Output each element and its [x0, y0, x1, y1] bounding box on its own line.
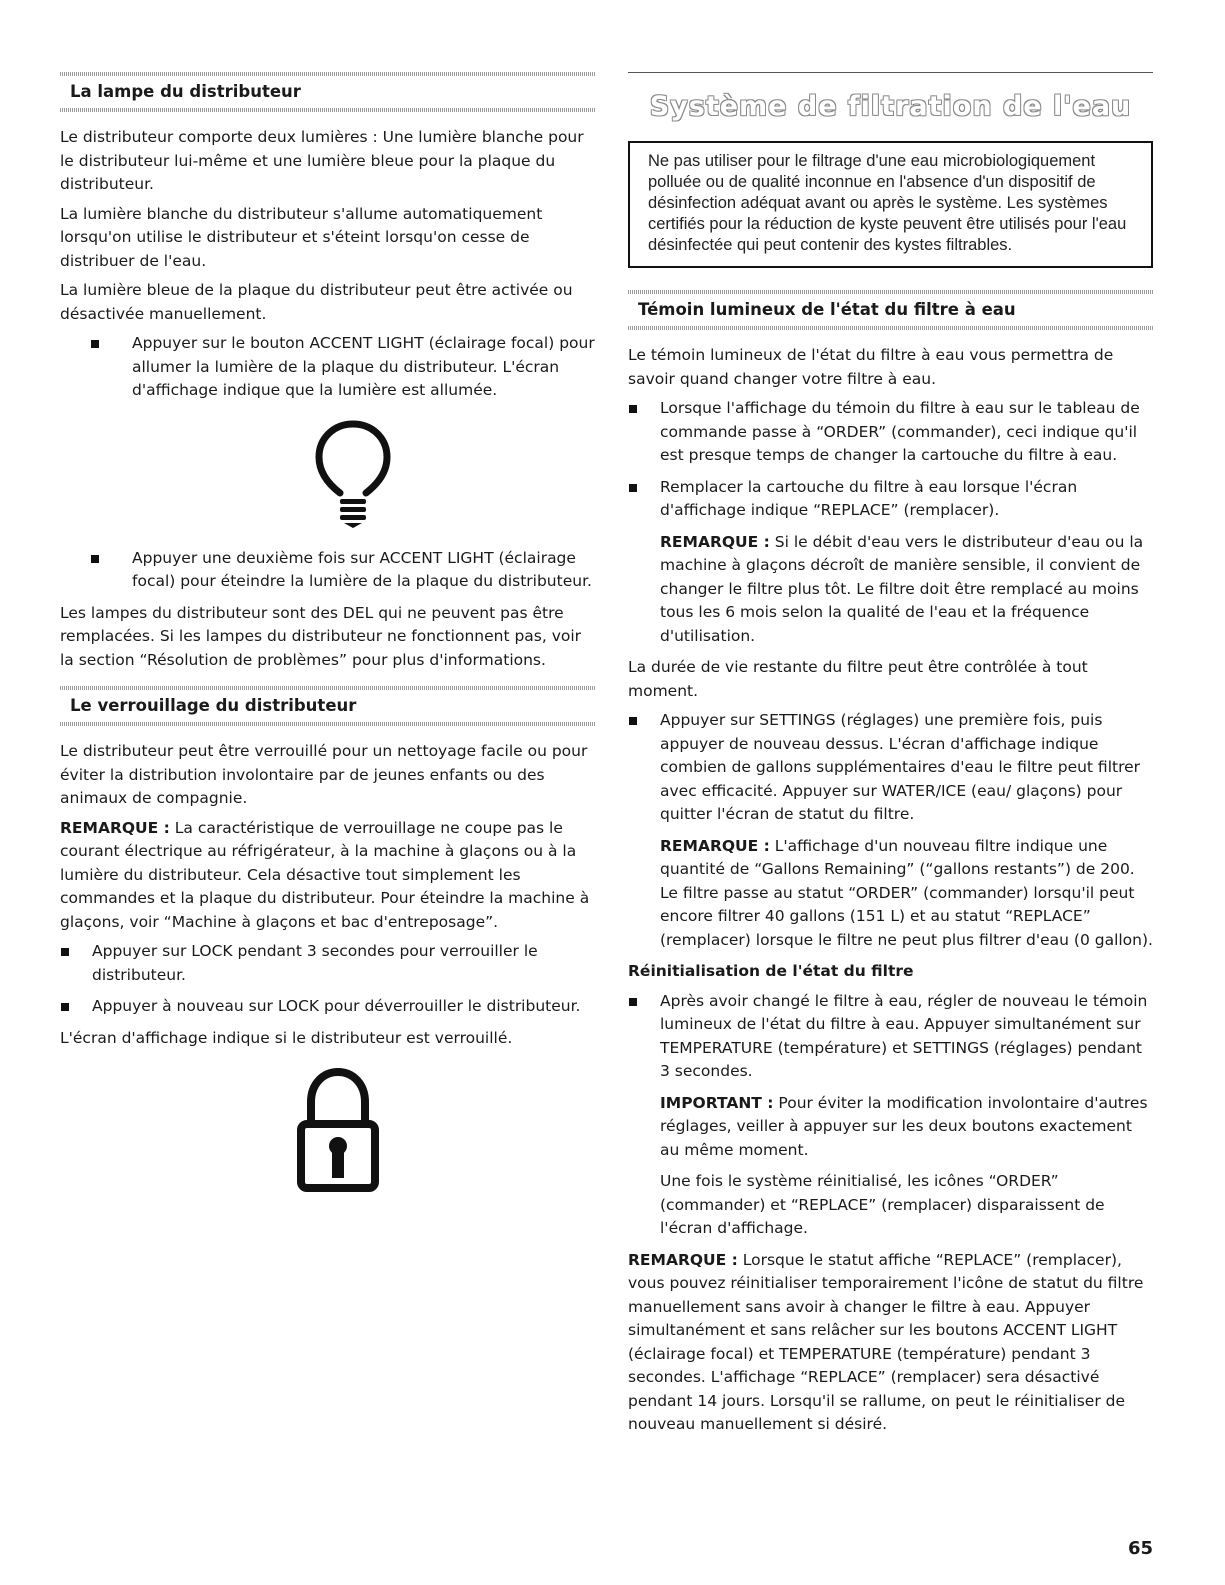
- important-paragraph: [660, 1092, 1153, 1163]
- square-bullet-icon: [629, 717, 637, 725]
- note-label: REMARQUE :: [628, 1250, 738, 1269]
- hatch-rule-bottom: [60, 722, 595, 726]
- light-bulb-figure: [60, 419, 595, 529]
- section-title: La lampe du distributeur: [70, 82, 301, 101]
- padlock-figure: [60, 1064, 595, 1194]
- section-header-verrouillage: [60, 686, 595, 726]
- light-bulb-icon: [313, 419, 393, 529]
- note-paragraph: [660, 835, 1153, 953]
- section-header-temoin: [628, 290, 1153, 330]
- bullet-list: [628, 397, 1153, 523]
- bullet-list: [60, 332, 595, 403]
- indented-block: [628, 1092, 1153, 1241]
- subsection-heading: Réinitialisation de l'état du filtre: [628, 962, 914, 980]
- page-number: 65: [1127, 1538, 1153, 1559]
- title-rule: [628, 72, 1153, 73]
- paragraph: Le distributeur peut être verrouillé pour un nettoyage facile ou pour éviter la distribution involontaire par de jeunes enfants ou des animaux de compagnie.: [60, 742, 588, 807]
- section-title: Le verrouillage du distributeur: [70, 696, 357, 715]
- hatch-rule-bottom: [628, 326, 1153, 330]
- bullet-list: [628, 990, 1153, 1084]
- page-title: Système de filtration de l'eau: [649, 91, 1132, 122]
- bullet-list: [628, 709, 1153, 827]
- list-item: Remplacer la cartouche du filtre à eau lorsque l'écran d'affichage indique “REPLACE” (remplacer).: [628, 476, 1153, 523]
- square-bullet-icon: [629, 405, 637, 413]
- list-item: Appuyer sur SETTINGS (réglages) une première fois, puis appuyer de nouveau dessus. L'écran d'affichage indique combien de gallons supplémentaires d'eau le filtre peut filtrer avec efficacité. Appuyer sur WATER/ICE (eau/ glaçons) pour quitter l'écran de statut du filtre.: [628, 709, 1153, 827]
- list-item: Appuyer sur le bouton ACCENT LIGHT (éclairage focal) pour allumer la lumière de la plaque du distributeur. L'écran d'affichage indique que la lumière est allumée.: [60, 332, 595, 403]
- paragraph: L'écran d'affichage indique si le distributeur est verrouillé.: [60, 1028, 513, 1047]
- square-bullet-icon: [61, 948, 69, 956]
- paragraph: La durée de vie restante du filtre peut être contrôlée à tout moment.: [628, 658, 1088, 700]
- square-bullet-icon: [61, 1003, 69, 1011]
- note-paragraph: [60, 817, 595, 935]
- indented-note: [628, 835, 1153, 953]
- list-item: Appuyer sur LOCK pendant 3 secondes pour verrouiller le distributeur.: [60, 940, 595, 987]
- warning-text: Ne pas utiliser pour le filtrage d'une eau microbiologiquement polluée ou de qualité inconnue en l'absence d'un dispositif de désinfection adéquat avant ou après le système. Les systèmes certifiés pour la réduction de kyste peuvent être utilisés pour l'eau désinfectée qui peut contenir des kystes filtrables.: [648, 152, 1127, 254]
- section-header-lampe: [60, 72, 595, 112]
- warning-box: [628, 141, 1153, 268]
- paragraph: Les lampes du distributeur sont des DEL qui ne peuvent pas être remplacées. Si les lampes du distributeur ne fonctionnent pas, voir la section “Résolution de problèmes” pour plus d'informations.: [60, 603, 582, 669]
- section-title: Témoin lumineux de l'état du filtre à eau: [638, 300, 1016, 319]
- paragraph: La lumière blanche du distributeur s'allume automatiquement lorsqu'on utilise le distributeur et s'éteint lorsqu'on cesse de distribuer de l'eau.: [60, 204, 543, 270]
- square-bullet-icon: [91, 340, 99, 348]
- note-text: L'affichage d'un nouveau filtre indique une quantité de “Gallons Remaining” (“gallons restants”) de 200. Le filtre passe au statut “ORDER” (commander) lorsqu'il peut encore filtrer 40 gallons (151 L) et au statut “REPLACE” (remplacer) lorsque le filtre ne peut plus filtrer d'eau (0 gallon).: [660, 836, 1153, 949]
- note-text: Si le débit d'eau vers le distributeur d'eau ou la machine à glaçons décroît de manière sensible, il convient de changer le filtre plus tôt. Le filtre doit être remplacé au moins tous les 6 mois selon la qualité de l'eau et la fréquence d'utilisation.: [660, 532, 1144, 645]
- square-bullet-icon: [91, 555, 99, 563]
- paragraph: La lumière bleue de la plaque du distributeur peut être activée ou désactivée manuellement.: [60, 281, 573, 323]
- note-paragraph: [660, 531, 1153, 649]
- square-bullet-icon: [629, 998, 637, 1006]
- paragraph: Une fois le système réinitialisé, les icônes “ORDER” (commander) et “REPLACE” (remplacer) disparaissent de l'écran d'affichage.: [660, 1172, 1105, 1237]
- list-item: Appuyer à nouveau sur LOCK pour déverrouiller le distributeur.: [60, 995, 595, 1019]
- list-item: Après avoir changé le filtre à eau, régler de nouveau le témoin lumineux de l'état du filtre à eau. Appuyer simultanément sur TEMPERATURE (température) et SETTINGS (réglages) pendant 3 secondes.: [628, 990, 1153, 1084]
- bullet-list: [60, 940, 595, 1019]
- important-label: IMPORTANT :: [660, 1093, 774, 1112]
- paragraph: Le témoin lumineux de l'état du filtre à eau vous permettra de savoir quand changer votre filtre à eau.: [628, 346, 1114, 388]
- list-item: Appuyer une deuxième fois sur ACCENT LIGHT (éclairage focal) pour éteindre la lumière de la plaque du distributeur.: [60, 547, 595, 594]
- note-label: REMARQUE :: [660, 532, 770, 551]
- paragraph: Le distributeur comporte deux lumières : Une lumière blanche pour le distributeur lui-même et une lumière bleue pour la plaque du distributeur.: [60, 128, 584, 193]
- important-text: Pour éviter la modification involontaire d'autres réglages, veiller à appuyer sur les deux boutons exactement au même moment.: [660, 1093, 1148, 1159]
- note-text: La caractéristique de verrouillage ne coupe pas le courant électrique au réfrigérateur, à la machine à glaçons ou à la lumière du distributeur. Cela désactive tout simplement les commandes et la plaque du distributeur. Pour éteindre la machine à glaçons, voir “Machine à glaçons et bac d'entreposage”.: [60, 818, 590, 931]
- bullet-list: [60, 547, 595, 594]
- left-column: [60, 72, 595, 1212]
- note-label: REMARQUE :: [60, 818, 170, 837]
- note-paragraph: [628, 1249, 1153, 1437]
- indented-note: [628, 531, 1153, 649]
- list-item: Lorsque l'affichage du témoin du filtre à eau sur le tableau de commande passe à “ORDER” (commander), ceci indique qu'il est presque temps de changer la cartouche du filtre à eau.: [628, 397, 1153, 468]
- right-column: [628, 72, 1153, 1443]
- hatch-rule-bottom: [60, 108, 595, 112]
- square-bullet-icon: [629, 484, 637, 492]
- note-label: REMARQUE :: [660, 836, 770, 855]
- padlock-icon: [293, 1064, 383, 1194]
- note-text: Lorsque le statut affiche “REPLACE” (remplacer), vous pouvez réinitialiser temporairement l'icône de statut du filtre manuellement sans avoir à changer le filtre à eau. Appuyer simultanément et sans relâcher sur les boutons ACCENT LIGHT (éclairage focal) et TEMPERATURE (température) pendant 3 secondes. L'affichage “REPLACE” (remplacer) sera désactivé pendant 14 jours. Lorsqu'il se rallume, on peut le réinitialiser de nouveau manuellement si désiré.: [628, 1250, 1144, 1433]
